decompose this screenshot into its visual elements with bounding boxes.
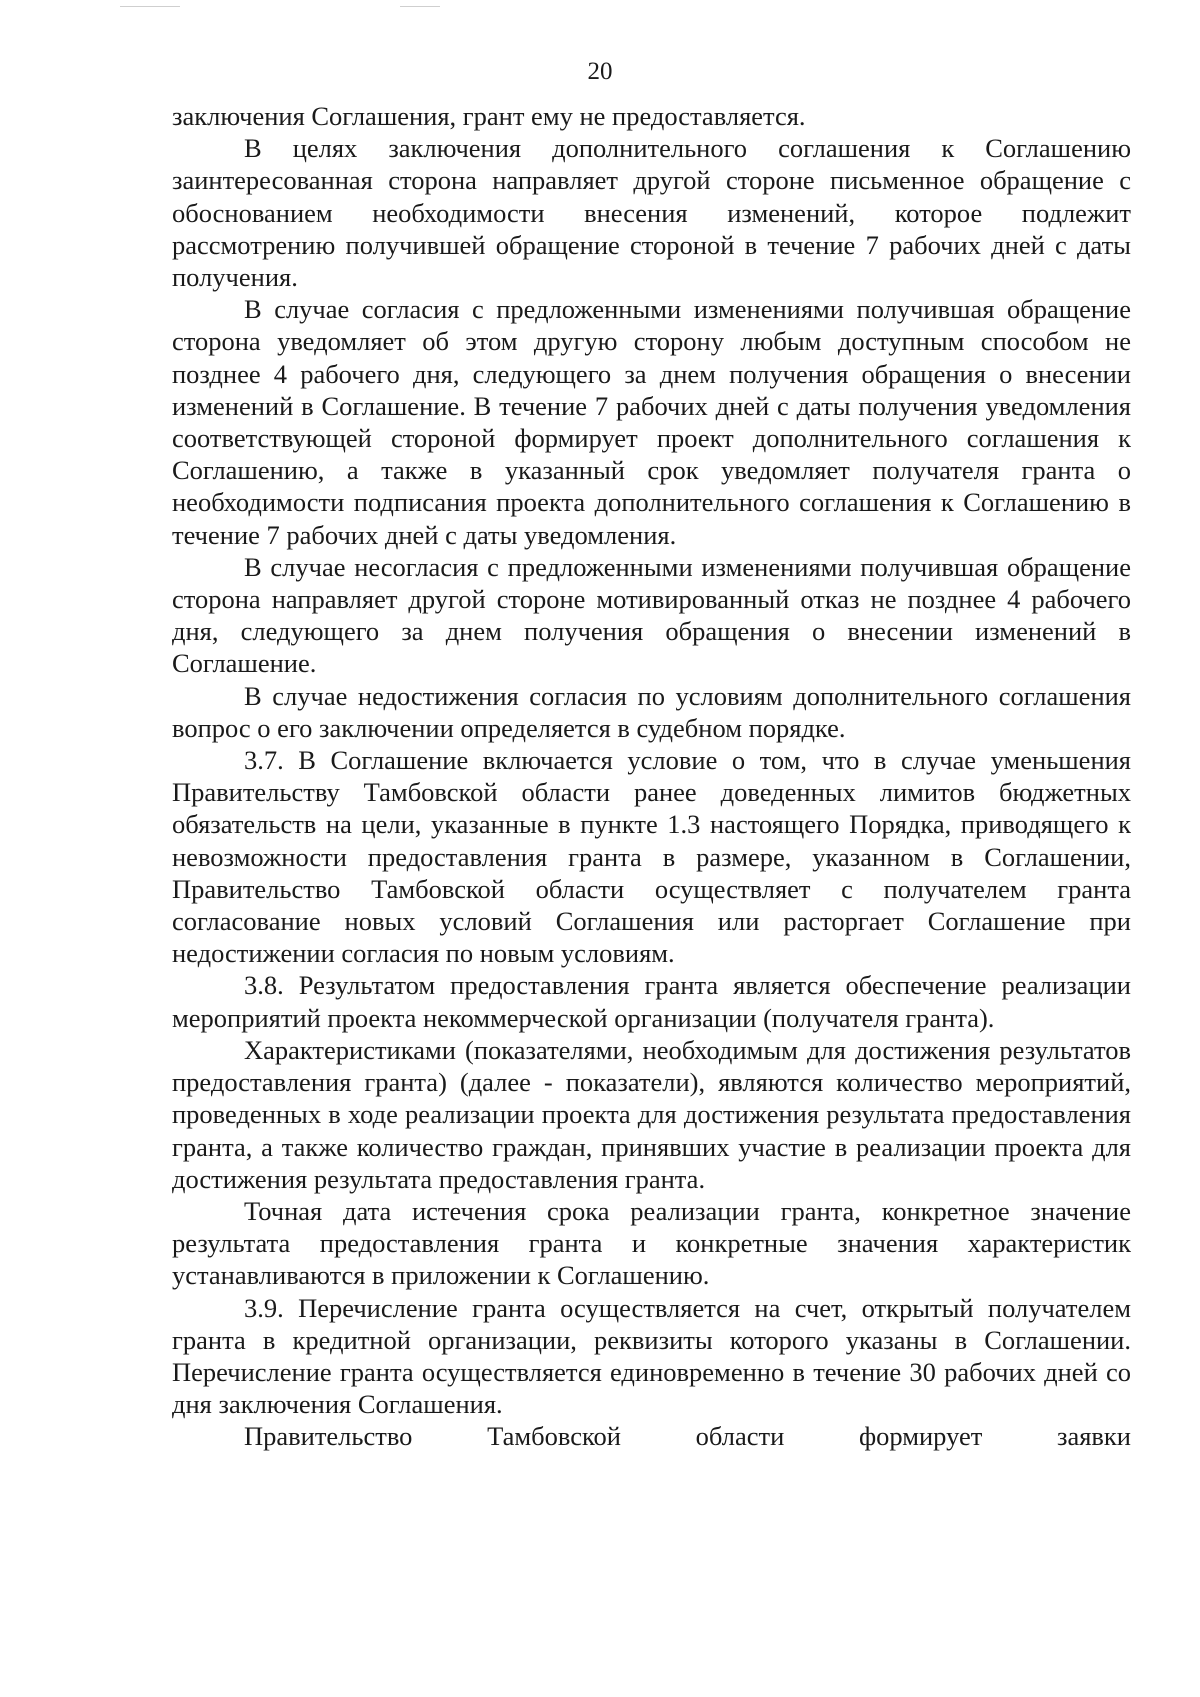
paragraph: В случае согласия с предложенными изменениями получившая обращение сторона уведомляет об этом другую сторону любым доступным способом не позднее 4 рабочего дня, следующего за днем получения обращения о внесении изменений в Соглашение. В течение 7 рабочих дней с даты получения уведомления соответствующей стороной формирует проект дополнительного соглашения к Соглашению, а также в указанный срок уведомляет получателя гранта о необходимости подписания проекта дополнительного соглашения к Соглашению в течение 7 рабочих дней с даты уведомления. — [172, 294, 1131, 550]
paragraph: Точная дата истечения срока реализации гранта, конкретное значение результата предоставления гранта и конкретные значения характеристик устанавливаются в приложении к Соглашению. — [172, 1195, 1131, 1291]
page-number: 20 — [587, 58, 613, 85]
paragraph: В случае недостижения согласия по условиям дополнительного соглашения вопрос о его заключении определяется в судебном порядке. — [172, 680, 1131, 743]
scan-artifact — [120, 6, 180, 7]
paragraph: 3.7. В Соглашение включается условие о том, что в случае уменьшения Правительству Тамбовской области ранее доведенных лимитов бюджетных обязательств на цели, указанные в пункте 1.3 настоящего Порядка, приводящего к невозможности предоставления гранта в размере, указанном в Соглашении, Правительство Тамбовской области осуществляет с получателем гранта согласование новых условий Соглашения или расторгает Соглашение при недостижении согласия по новым условиям. — [172, 745, 1131, 969]
paragraph: 3.8. Результатом предоставления гранта является обеспечение реализации мероприятий проекта некоммерческой организации (получателя гранта). — [172, 970, 1131, 1033]
scan-artifact — [400, 6, 440, 7]
paragraph: заключения Соглашения, грант ему не предоставляется. — [172, 101, 806, 131]
paragraph: В случае несогласия с предложенными изменениями получившая обращение сторона направляет другой стороне мотивированный отказ не позднее 4 рабочего дня, следующего за днем получения обращения о внесении изменений в Соглашение. — [172, 551, 1131, 679]
document-body — [172, 100, 1131, 1453]
paragraph: В целях заключения дополнительного соглашения к Соглашению заинтересованная сторона направляет другой стороне письменное обращение с обоснованием необходимости внесения изменений, которое подлежит рассмотрению получившей обращение стороной в течение 7 рабочих дней с даты получения. — [172, 133, 1131, 293]
paragraph: Правительство Тамбовской области формирует заявки — [244, 1421, 1131, 1452]
paragraph: Характеристиками (показателями, необходимым для достижения результатов предоставления гранта) (далее - показатели), являются количество мероприятий, проведенных в ходе реализации проекта для достижения результата предоставления гранта, а также количество граждан, принявших участие в реализации проекта для достижения результата предоставления гранта. — [172, 1034, 1131, 1194]
paragraph: 3.9. Перечисление гранта осуществляется на счет, открытый получателем гранта в кредитной организации, реквизиты которого указаны в Соглашении. Перечисление гранта осуществляется единовременно в течение 30 рабочих дней со дня заключения Соглашения. — [172, 1292, 1131, 1420]
